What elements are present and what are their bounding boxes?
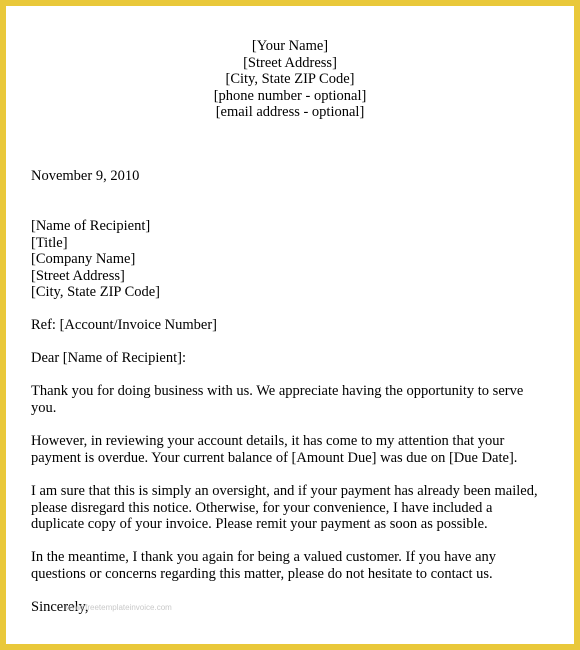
sender-address-block: [0, 38, 580, 121]
recipient-address-block: [31, 218, 160, 301]
letter-date: November 9, 2010: [31, 168, 140, 184]
recipient-company: [Company Name]: [31, 251, 136, 268]
closing: Sincerely,: [31, 599, 89, 615]
reference-line: Ref: [Account/Invoice Number]: [31, 317, 218, 333]
watermark: www.freetemplateinvoice.com: [66, 603, 172, 612]
recipient-name: [Name of Recipient]: [31, 218, 151, 234]
sender-email: [email address - optional]: [215, 104, 365, 121]
salutation: Dear [Name of Recipient]:: [31, 350, 186, 366]
recipient-city-state-zip: [City, State ZIP Code]: [31, 284, 161, 301]
recipient-title: [Title]: [31, 234, 68, 251]
sender-name: [Your Name]: [251, 38, 329, 54]
sender-street: [Street Address]: [243, 54, 337, 71]
sender-phone: [phone number - optional]: [213, 87, 367, 104]
recipient-street: [Street Address]: [31, 267, 125, 284]
body-paragraph: In the meantime, I thank you again for being a valued customer. If you have any questions or concerns regarding this matter, please do not hesitate to contact us.: [31, 549, 497, 582]
sender-city-state-zip: [City, State ZIP Code]: [225, 71, 355, 88]
body-paragraph: I am sure that this is simply an oversight, and if your payment has already been mailed, please disregard this notice. Otherwise, for your convenience, I have included a duplicate copy of your invoice. Please remit your payment as soon as possible.: [31, 483, 538, 533]
body-paragraph: Thank you for doing business with us. We appreciate having the opportunity to serve you.: [31, 383, 524, 416]
body-paragraph: However, in reviewing your account details, it has come to my attention that your payment is overdue. Your current balance of [Amount Due] was due on [Due Date].: [31, 433, 518, 466]
